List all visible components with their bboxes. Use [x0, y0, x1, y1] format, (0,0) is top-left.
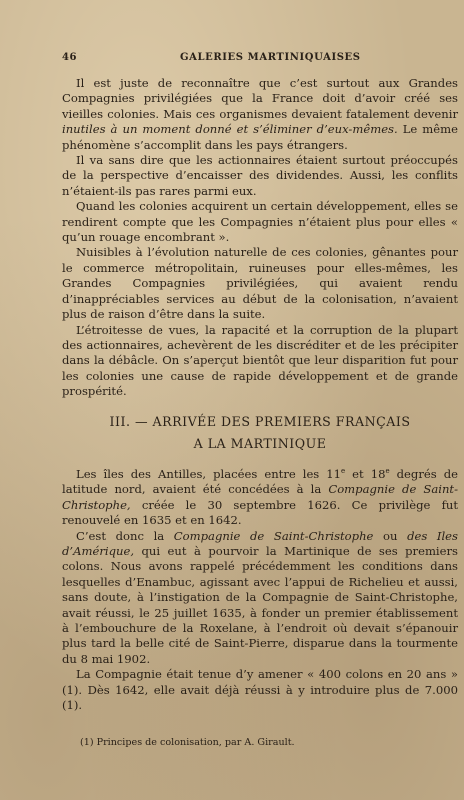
- italic-text: Compagnie de Saint-Christophe: [173, 528, 374, 543]
- text-run: créée le 30 septembre 1626. Ce privilège fut renouvelé en 1635 et en 1642.: [62, 497, 458, 528]
- chapter-subheading: A LA MARTINIQUE: [193, 436, 327, 451]
- text-run: degrés de latitude nord, avaient été concédées à la: [62, 467, 458, 497]
- paragraph: Nuisibles à l’évolution naturelle de ces colonies, gênantes pour le commerce métropolitain, ruineuses pour elles-mêmes, les Grandes Compagnies privilégiées, qui avaient rendu d’inappréciables services au début de la colonisation, n’avaient plus de raison d’être dans la suite.: [62, 245, 458, 322]
- italic-text: des Iles d’Amérique,: [62, 528, 458, 559]
- text-run: ou: [373, 528, 408, 543]
- text-run: et 18: [345, 467, 386, 481]
- page-number: 46: [62, 52, 78, 63]
- italic-text: inutiles à un moment donné et s’éliminer d’eux-mêmes.: [62, 122, 398, 137]
- text-run: qui eut à pourvoir la Martinique de ses premiers colons. Nous avons rappelé précédemment les conditions dans lesquelles d’Enambuc, agissant avec l’appui de Richelieu et aussi, sans doute, à l’instigation de la Compagnie de Saint-Christophe, avait réussi, le 25 juillet 1635, à fonder un premier établissement à l’embouchure de la Roxelane, à l’endroit où devait s’épanouir plus tard la belle cité de Saint-Pierre, disparue dans la tourmente du 8 mai 1902.: [62, 544, 458, 666]
- paragraph: Il va sans dire que les actionnaires étaient surtout préoccupés de la perspective d’encaisser des dividendes. Aussi, les conflits n’étaient-ils pas rares parmi eux.: [62, 153, 458, 198]
- paragraph: [62, 467, 458, 529]
- text-run: Les îles des Antilles, placées entre les 11: [76, 467, 342, 481]
- section-text: [62, 76, 458, 400]
- book-title: GALERIES MARTINIQUAISES: [180, 52, 361, 63]
- chapter-text: [62, 467, 458, 714]
- paragraph: [62, 76, 458, 153]
- superscript: e: [385, 467, 390, 476]
- text-run: C’est donc la: [76, 528, 174, 543]
- footnote: (1) Principes de colonisation, par A. Girault.: [80, 737, 295, 748]
- chapter-heading: III. — ARRIVÉE DES PREMIERS FRANÇAIS: [109, 414, 411, 429]
- paragraph: La Compagnie était tenue d’y amener « 400 colons en 20 ans » (1). Dès 1642, elle avait déjà réussi à y introduire plus de 7.000 (1).: [62, 667, 458, 713]
- text-run: Le même phénomène s’accomplit dans les pays étrangers.: [62, 122, 459, 152]
- paragraph: L’étroitesse de vues, la rapacité et la corruption de la plupart des actionnaires, achevèrent de les discréditer et de les précipiter dans la débâcle. On s’aperçut bientôt que leur disparition fut pour les colonies une cause de rapide développement et de grande prospérité.: [62, 322, 458, 399]
- italic-text: Compagnie de Saint-Christophe,: [62, 482, 458, 512]
- paragraph: Quand les colonies acquirent un certain développement, elles se rendirent compte que les Compagnies n’étaient plus pour elles « qu’un rouage encombrant ».: [62, 199, 458, 245]
- text-run: Il est juste de reconnaître que c’est surtout aux Grandes Compagnies privilégiées que la France doit d’avoir créé ses vieilles colonies. Mais ces organismes devaient fatalement devenir: [62, 76, 458, 121]
- superscript: e: [341, 467, 346, 476]
- paragraph: [62, 529, 458, 668]
